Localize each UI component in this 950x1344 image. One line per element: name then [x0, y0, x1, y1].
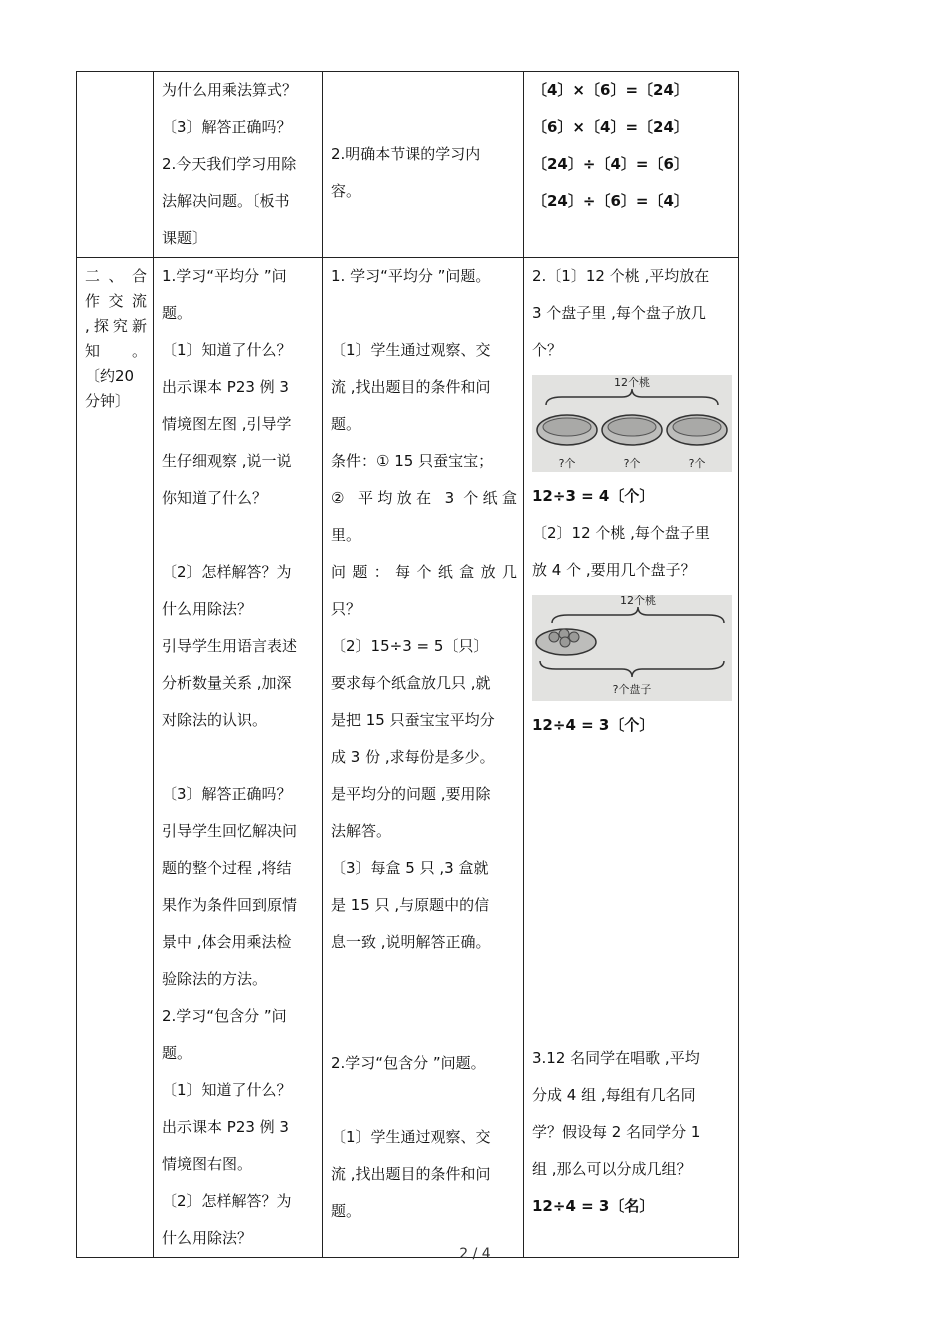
text-line: 〔1〕学生通过观察、交 [331, 341, 491, 359]
equation-line: 12÷3 = 4〔个〕 [532, 487, 655, 505]
text-line: 分成 4 组 ,每组有几名同 [532, 1086, 696, 1104]
text-line: 情境图右图。 [162, 1155, 253, 1173]
table-row-intro [77, 72, 739, 258]
text-line: 2.学习“包含分 ”问题。 [331, 1054, 486, 1072]
text-line: 〔2〕怎样解答？为 [162, 563, 292, 581]
text-line: 条件：① 15 只蚕宝宝； [331, 452, 494, 470]
text-line: 法解决问题。〔板书 [162, 192, 290, 210]
text-line: 3.12 名同学在唱歌 ,平均 [532, 1049, 700, 1067]
text-line: 2.明确本节课的学习内 [331, 145, 481, 163]
equation-line: 12÷4 = 3〔名〕 [532, 1197, 655, 1215]
board-cell [524, 258, 739, 1258]
text-line: 〔1〕学生通过观察、交 [331, 1128, 491, 1146]
text-line: 2.学习“包含分 ”问 [162, 1007, 287, 1025]
text-line: 什么用除法？ [162, 600, 253, 618]
text-line: 〔2〕怎样解答？为 [162, 1192, 292, 1210]
text-line: 个？ [532, 341, 563, 359]
equation-line: 〔24〕÷〔4〕=〔6〕 [532, 155, 689, 173]
text-line: 景中 ,体会用乘法检 [162, 933, 292, 951]
text-line: 放 4 个 ,要用几个盘子？ [532, 561, 696, 579]
text-line: 1. 学习“平均分 ”问题。 [331, 267, 491, 285]
text-line: 〔1〕知道了什么？ [162, 341, 292, 359]
stage-cell [77, 258, 154, 1258]
text-line: 是把 15 只蚕宝宝平均分 [331, 711, 495, 729]
text-line: 法解答。 [331, 822, 392, 840]
text-line: 分析数量关系 ,加深 [162, 674, 292, 692]
text-line: 2.今天我们学习用除 [162, 155, 297, 173]
text-line: 验除法的方法。 [162, 970, 268, 988]
bottom-label: ?个盘子 [612, 683, 652, 696]
student-activity-cell [323, 258, 524, 1258]
text-line: 学？假设每 2 名同学分 1 [532, 1123, 701, 1141]
text-line: 3 个盘子里 ,每个盘子放几 [532, 304, 706, 322]
text-line: 〔2〕15÷3 = 5〔只〕 [331, 637, 489, 655]
text-line: 要求每个纸盒放几只 ,就 [331, 674, 491, 692]
brace-label: 12个桃 [614, 376, 650, 389]
text-line: 2.〔1〕12 个桃 ,平均放在 [532, 267, 710, 285]
stage-line: ,探究新 [85, 317, 147, 335]
text-line: 〔3〕解答正确吗？ [162, 785, 292, 803]
equation-line: 12÷4 = 3〔个〕 [532, 716, 655, 734]
stage-line: 作交流 [85, 292, 147, 310]
teacher-activity-cell [154, 72, 323, 258]
equation-line: 〔24〕÷〔6〕=〔4〕 [532, 192, 689, 210]
table-row-explore [77, 258, 739, 1258]
text-line: 题的整个过程 ,将结 [162, 859, 292, 877]
text-line: 情境图左图 ,引导学 [162, 415, 292, 433]
text-line: 果作为条件回到原情 [162, 896, 298, 914]
text-line: 题。 [162, 304, 193, 322]
text-line: 息一致 ,说明解答正确。 [331, 933, 491, 951]
stage-line: 分钟〕 [85, 392, 131, 410]
text-line: 〔3〕解答正确吗？ [162, 118, 292, 136]
text-line: 里。 [331, 526, 362, 544]
text-line: 容。 [331, 182, 362, 200]
text-line: 流 ,找出题目的条件和问 [331, 1165, 491, 1183]
peaches-three-plates-figure [532, 375, 732, 472]
text-line: 题。 [331, 415, 362, 433]
stage-cell-empty [77, 72, 154, 258]
text-line: 组 ,那么可以分成几组？ [532, 1160, 692, 1178]
equation-line: 〔4〕×〔6〕=〔24〕 [532, 81, 689, 99]
text-line: 〔3〕每盒 5 只 ,3 盒就 [331, 859, 489, 877]
text-line: 只？ [331, 600, 362, 618]
stage-line: 知 。 [85, 342, 147, 360]
text-line: 问题：每个纸盒放几 [331, 563, 517, 581]
text-line: 对除法的认识。 [162, 711, 268, 729]
stage-line: 二、合 [85, 267, 147, 285]
board-cell [524, 72, 739, 258]
text-line: 引导学生用语言表述 [162, 637, 298, 655]
text-line: 是 15 只 ,与原题中的信 [331, 896, 490, 914]
text-line: 什么用除法？ [162, 1229, 253, 1247]
plate-label: ?个 [623, 457, 641, 470]
text-line: 生仔细观察 ,说一说 [162, 452, 292, 470]
page-number: 2 / 4 [459, 1246, 491, 1262]
text-line: 出示课本 P23 例 3 [162, 1118, 289, 1136]
text-line: 流 ,找出题目的条件和问 [331, 378, 491, 396]
text-line: ② 平均放在 3 个纸盒 [331, 489, 517, 507]
plate-label: ?个 [558, 457, 576, 470]
text-line: 〔1〕知道了什么？ [162, 1081, 292, 1099]
brace-label: 12个桃 [620, 595, 656, 607]
text-line: 为什么用乘法算式？ [162, 81, 298, 99]
lesson-plan-table [76, 71, 739, 1258]
text-line: 题。 [162, 1044, 193, 1062]
peaches-plates-count-figure [532, 595, 732, 701]
text-line: 你知道了什么？ [162, 489, 268, 507]
text-line: 〔2〕12 个桃 ,每个盘子里 [532, 524, 710, 542]
text-line: 题。 [331, 1202, 362, 1220]
text-line: 成 3 份 ,求每份是多少。 [331, 748, 495, 766]
plate-label: ?个 [688, 457, 706, 470]
text-line: 是平均分的问题 ,要用除 [331, 785, 491, 803]
text-line: 课题〕 [162, 229, 208, 247]
text-line: 引导学生回忆解决问 [162, 822, 298, 840]
text-line: 1.学习“平均分 ”问 [162, 267, 287, 285]
student-activity-cell [323, 72, 524, 258]
teacher-activity-cell [154, 258, 323, 1258]
equation-line: 〔6〕×〔4〕=〔24〕 [532, 118, 689, 136]
text-line: 出示课本 P23 例 3 [162, 378, 289, 396]
stage-line: 〔约20 [85, 367, 135, 385]
